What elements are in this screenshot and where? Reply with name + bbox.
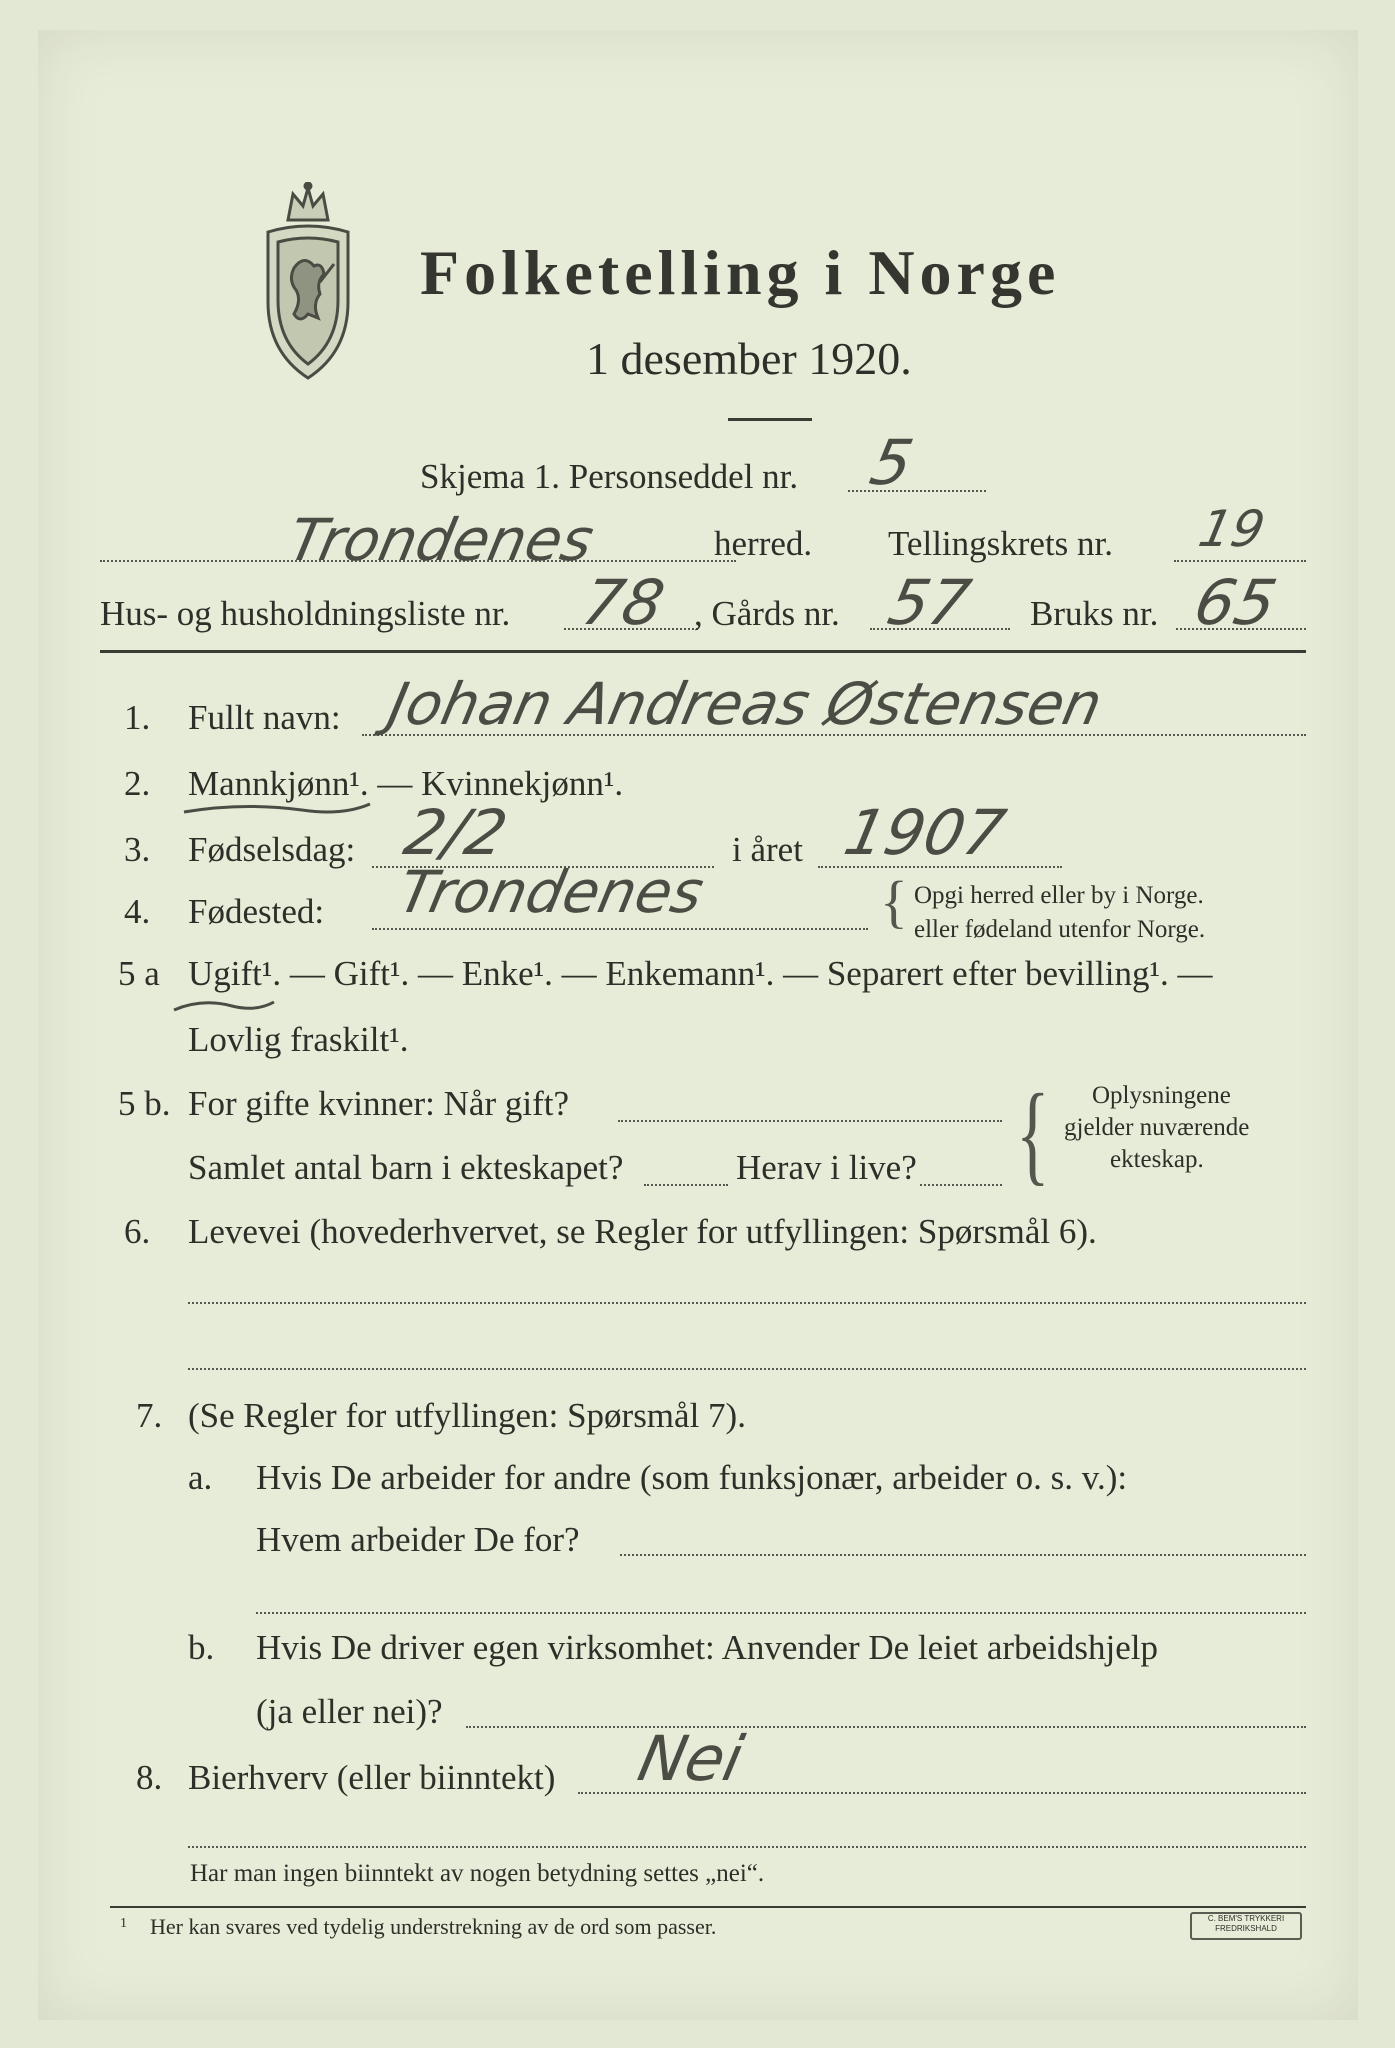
title-divider [728, 418, 812, 421]
q3-year-label: i året [732, 830, 803, 869]
married-when-field-line[interactable] [618, 1120, 1002, 1122]
marital-status-options[interactable]: Ugift¹. — Gift¹. — Enke¹. — Enkemann¹. — Separert efter bevilling¹. — [188, 954, 1213, 993]
form-title: Folketelling i Norge [420, 237, 1061, 308]
q5b-note-line1: Oplysningene [1092, 1082, 1231, 1109]
bruks-label: Bruks nr. [1030, 594, 1159, 633]
hus-value[interactable]: 78 [576, 566, 671, 639]
q5b-alive-label: Herav i live? [736, 1148, 917, 1187]
q7b-line2: (ja eller nei)? [256, 1692, 443, 1731]
q5b-line1: For gifte kvinner: Når gift? [188, 1084, 570, 1123]
q7-number: 7. [136, 1396, 163, 1435]
occupation-field-line-1[interactable] [188, 1302, 1306, 1304]
gender-underline-mark [182, 800, 372, 818]
q4-note-line1: Opgi herred eller by i Norge. [914, 882, 1204, 909]
hired-help-field-line[interactable] [466, 1726, 1306, 1728]
q8-label: Bierhverv (eller biinntekt) [188, 1758, 556, 1797]
q4-note-line2: eller fødeland utenfor Norge. [914, 916, 1206, 943]
q6-number: 6. [124, 1212, 151, 1251]
q6-label: Levevei (hovederhvervet, se Regler for utfyllingen: Spørsmål 6). [188, 1212, 1097, 1251]
side-income-field-line-2[interactable] [188, 1846, 1306, 1848]
q2-number: 2. [124, 764, 151, 803]
q7b-letter: b. [188, 1628, 215, 1667]
q4-brace: { [880, 869, 908, 934]
q5b-number: 5 b. [118, 1084, 171, 1123]
coat-of-arms-icon [248, 182, 368, 382]
q7-label: (Se Regler for utfyllingen: Spørsmål 7). [188, 1396, 746, 1435]
birth-year-value[interactable]: 1907 [838, 796, 1012, 869]
q5a-number: 5 a [118, 954, 160, 993]
q5b-brace: { [1016, 1073, 1050, 1197]
children-total-field-line[interactable] [644, 1184, 728, 1186]
q3-label: Fødselsdag: [188, 830, 356, 869]
q8-number: 8. [136, 1758, 163, 1797]
marital-underline-mark [172, 996, 276, 1020]
herred-value[interactable]: Trondenes [282, 506, 600, 574]
footnote-text: Her kan svares ved tydelig understrekning av de ord som passer. [150, 1914, 717, 1939]
gender-options[interactable]: Mannkjønn¹. — Kvinnekjønn¹. [188, 764, 624, 803]
footnote-mark: 1 [120, 1916, 127, 1931]
full-name-value[interactable]: Johan Andreas Østensen [382, 670, 1109, 738]
side-income-value[interactable]: Nei [632, 1722, 750, 1795]
printer-stamp-line2: FREDRIKSHALD [1215, 1924, 1277, 1933]
header-rule [100, 650, 1306, 653]
printer-stamp [1190, 1912, 1302, 1940]
q5b-children-label: Samlet antal barn i ekteskapet? [188, 1148, 624, 1187]
q5b-note-line2: gjelder nuværende [1064, 1114, 1250, 1141]
bruks-value[interactable]: 65 [1188, 566, 1283, 639]
birthplace-value[interactable]: Trondenes [392, 858, 710, 926]
q4-label: Fødested: [188, 892, 325, 931]
form-date: 1 desember 1920. [586, 333, 912, 384]
q8-note: Har man ingen biinntekt av nogen betydning settes „nei“. [190, 1860, 765, 1887]
q4-number: 4. [124, 892, 151, 931]
q7a-letter: a. [188, 1458, 213, 1497]
occupation-field-line-2[interactable] [188, 1368, 1306, 1370]
q1-number: 1. [124, 698, 151, 737]
herred-label: herred. [714, 524, 813, 563]
birthday-value[interactable]: 2/2 [398, 796, 514, 869]
tellingskrets-field-line [1174, 560, 1306, 562]
hus-label: Hus- og husholdningsliste nr. [100, 594, 511, 633]
q1-label: Fullt navn: [188, 698, 341, 737]
q4-field-line [372, 928, 868, 930]
tellingskrets-value[interactable]: 19 [1193, 500, 1270, 558]
q3-number: 3. [124, 830, 151, 869]
gards-label: , Gårds nr. [694, 594, 840, 633]
printer-stamp-line1: C. BEM'S TRYKKERI [1207, 1914, 1285, 1923]
gards-value[interactable]: 57 [882, 566, 977, 639]
q7b-line1: Hvis De driver egen virksomhet: Anvender De leiet arbeidshjelp [256, 1628, 1158, 1667]
skjema-value[interactable]: 5 [864, 426, 920, 499]
tellingskrets-label: Tellingskrets nr. [888, 524, 1114, 563]
footnote-rule [110, 1906, 1306, 1908]
employer-field-line[interactable] [620, 1554, 1306, 1556]
children-alive-field-line[interactable] [920, 1184, 1002, 1186]
q7a-line2: Hvem arbeider De for? [256, 1520, 580, 1559]
skjema-label: Skjema 1. Personseddel nr. [420, 457, 799, 496]
q7a-line1: Hvis De arbeider for andre (som funksjonær, arbeider o. s. v.): [256, 1458, 1128, 1497]
employer-field-line-2[interactable] [256, 1612, 1306, 1614]
marital-status-options-cont[interactable]: Lovlig fraskilt¹. [188, 1020, 409, 1059]
q5b-note-line3: ekteskap. [1110, 1146, 1204, 1173]
